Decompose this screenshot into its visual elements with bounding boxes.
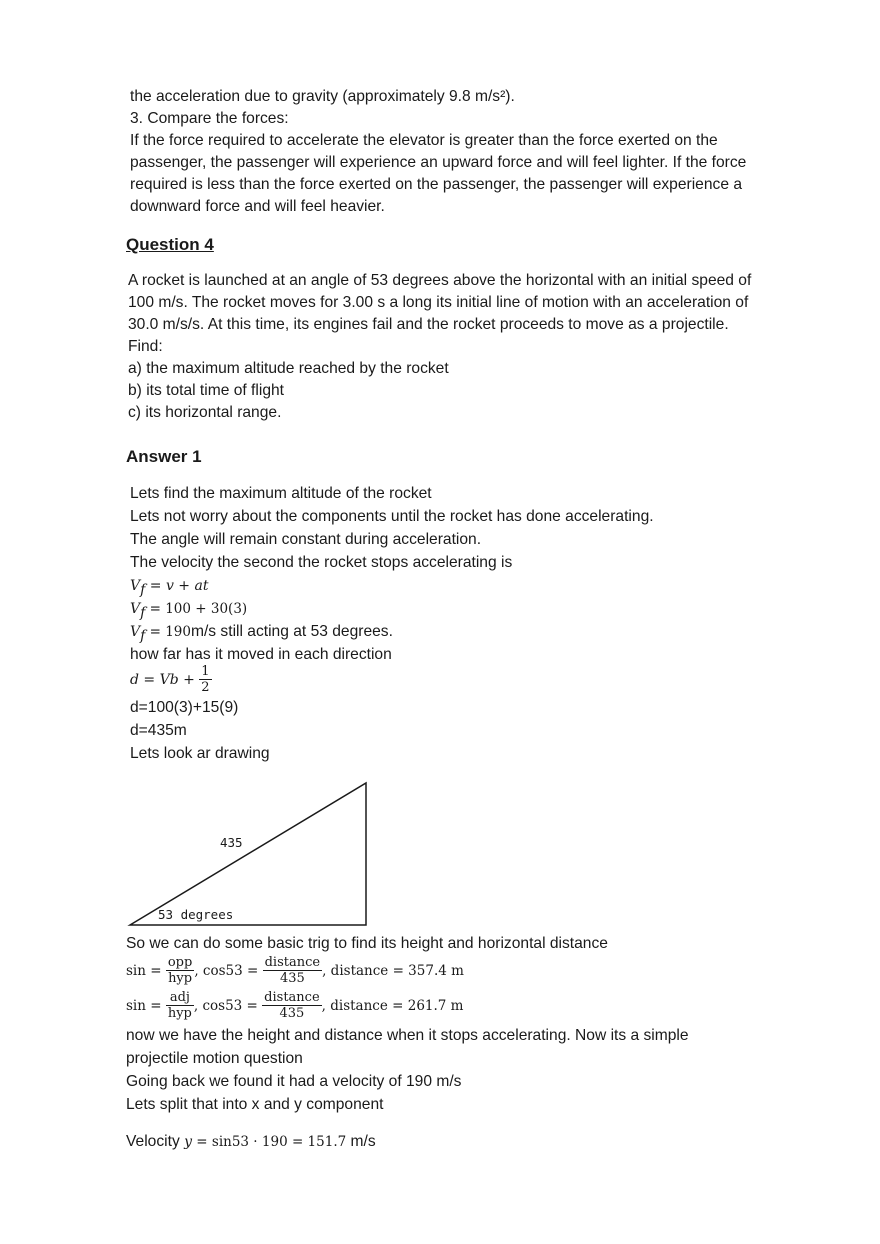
answer-title: Answer 1 [126,447,202,466]
answer-line: The angle will remain constant during acceleration. [130,531,482,548]
question-line: A rocket is launched at an angle of 53 degrees above the horizontal with an initial speed of [128,272,752,289]
equation-vf-3: $V_f = 190m/s$ still acting at 53 degrees. [130,623,393,645]
compare-line: downward force and will feel heavier. [130,198,385,215]
distance-result: d=435m [130,722,187,739]
distance-calc: d=100(3)+15(9) [130,699,239,716]
question-part-a: a) the maximum altitude reached by the rocket [128,360,449,377]
trig-equation-2: sin = $\frac{\text{adj}}{\text{hyp}}$ , cos53 = $\frac{\text{distance}}{435}$ , distance = 261.7 m [126,990,464,1022]
gravity-line: the acceleration due to gravity (approximately 9.8 m/s²). [130,88,515,105]
equation-vf-2: $V_f = 100 + 30(3)$ [130,601,248,622]
after-line: projectile motion question [126,1050,303,1067]
drawing-line: Lets look ar drawing [130,745,270,762]
move-line: how far has it moved in each direction [130,646,392,663]
velocity-y-line: Velocity y = sin53 · 190 = 151.7 m/s [126,1133,376,1150]
trig-line: So we can do some basic trig to find its height and horizontal distance [126,935,608,952]
fraction-half: $\frac{1}{2}$ [201,664,210,696]
answer-line: Lets find the maximum altitude of the rocket [130,485,432,502]
compare-line: If the force required to accelerate the elevator is greater than the force exerted on the [130,132,718,149]
triangle-shape [130,783,366,925]
after-line: Lets split that into x and y component [126,1096,384,1113]
answer-line: The velocity the second the rocket stops accelerating is [130,554,513,571]
hypotenuse-label: 435 [220,835,243,850]
compare-line: required is less than the force exerted on the passenger, the passenger will experience a [130,176,742,193]
trig-equation-1: sin = $\frac{\text{opp}}{\text{hyp}}$ , cos53 = $\frac{\text{distance}}{435}$ , distance = 357.4 m [126,955,464,987]
equation-distance: d = Vb + $\frac{1}{2}$ [130,664,210,696]
answer-line: Lets not worry about the components until the rocket has done accelerating. [130,508,654,525]
question-title: Question 4 [126,235,214,254]
compare-heading: 3. Compare the forces: [130,110,289,127]
question-line: 100 m/s. The rocket moves for 3.00 s a long its initial line of motion with an acceleration of [128,294,749,311]
angle-label: 53 degrees [158,907,234,922]
compare-line: passenger, the passenger will experience an upward force and will feel lighter. If the force [130,154,747,171]
after-line: now we have the height and distance when it stops accelerating. Now its a simple [126,1027,689,1044]
question-part-b: b) its total time of flight [128,382,284,399]
question-line: 30.0 m/s/s. At this time, its engines fail and the rocket proceeds to move as a projectile. [128,316,729,333]
triangle-diagram [120,775,380,935]
equation-vf-1: $V_f = v$ + at [130,578,209,599]
question-part-c: c) its horizontal range. [128,404,282,421]
after-line: Going back we found it had a velocity of 190 m/s [126,1073,462,1090]
question-line: Find: [128,338,163,355]
